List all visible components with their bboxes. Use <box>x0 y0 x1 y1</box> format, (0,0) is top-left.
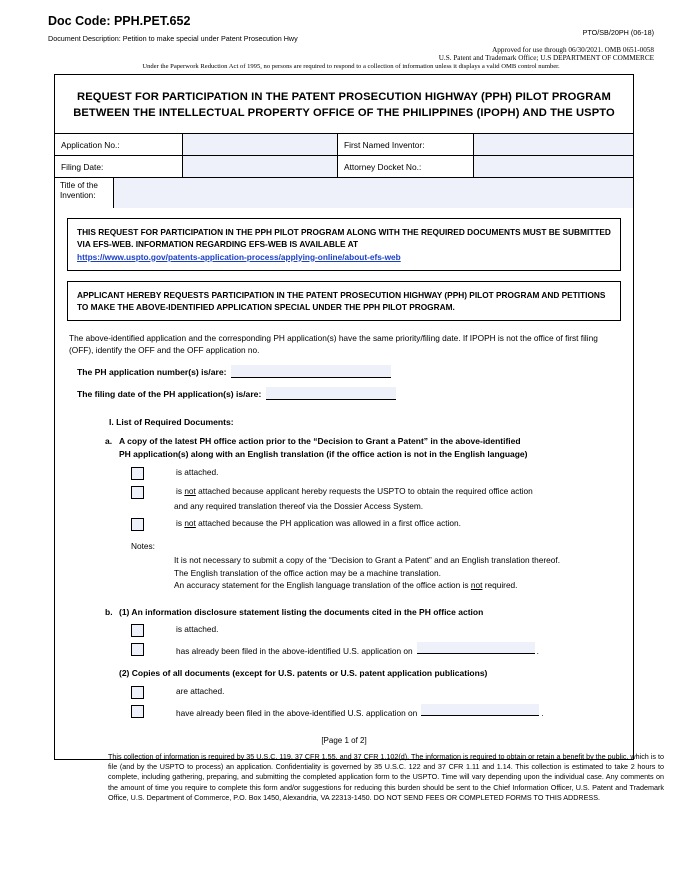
checkbox-a3-label <box>176 517 461 529</box>
priority-paragraph: The above-identified application and the corresponding PH application(s) have the same priority/filing date. If IPOPH is not the office of first filing (OFF), identify the OFF and the OFF application no. <box>69 332 598 355</box>
office-line: U.S. Patent and Trademark Office; U.S DEPARTMENT OF COMMERCE <box>438 54 654 62</box>
item-b <box>105 606 619 619</box>
item-a-option-1[interactable] <box>131 466 619 480</box>
request-participation-notice: APPLICANT HEREBY REQUESTS PARTICIPATION IN THE PATENT PROSECUTION HIGHWAY (PPH) PILOT PROGRAM AND PETITIONS TO MAKE THE ABOVE-IDENTIFIED APPLICATION SPECIAL UNDER THE PPH PILOT PROGRAM. <box>67 281 621 321</box>
title-of-invention-label: Title of the Invention: <box>55 178 114 208</box>
note-3 <box>174 580 517 590</box>
title-of-invention-row <box>55 177 633 208</box>
notices-wrap <box>55 208 633 320</box>
form-title <box>55 75 633 133</box>
checkbox-a3-part2: attached because the PH application was allowed in a first office action. <box>195 517 461 528</box>
note-2: The English translation of the office action may be a machine translation. <box>174 567 441 578</box>
doc-code-label: Doc Code: PPH.PET.652 <box>48 14 191 28</box>
checkbox-b3-label: are attached. <box>176 686 225 697</box>
paperwork-line: Under the Paperwork Reduction Act of 1995, no persons are required to respond to a collection of information unless it displays a valid OMB control number. <box>142 63 560 70</box>
checkbox-a2-continuation: and any required translation thereof via the Dossier Access System. <box>174 500 424 511</box>
note-3-part1: An accuracy statement for the English language translation of the office action is <box>174 580 471 591</box>
form-body <box>55 321 633 760</box>
item-b-line2: (2) Copies of all documents (except for U.S. patents or U.S. patent application publications) <box>119 668 488 679</box>
ph-filing-date-line <box>77 387 619 400</box>
item-a-option-3[interactable] <box>131 517 619 531</box>
note-1: It is not necessary to submit a copy of the “Decision to Grant a Patent” and an English translation thereof. <box>174 555 561 566</box>
notes-label: Notes: <box>131 540 155 551</box>
checkbox-a2-not: not <box>184 485 196 496</box>
checkbox-a3[interactable] <box>131 518 144 531</box>
item-b-marker: b. <box>105 606 113 617</box>
ph-filing-date-input[interactable] <box>266 387 396 400</box>
privacy-legal-text: This collection of information is required by 35 U.S.C. 119, 37 CFR 1.55, and 37 CFR 1.102(d). The information is required to obtain or retain a benefit by the public, which is to file (and by the USPTO to process) an application. Confidentiality is governed by 35 U.S.C. 122 and 37 CFR 1.11 and 1.14. This collection is estimated to take 2 hours to complete, including gathering, preparing, and submitting the completed application form to the USPTO. Time will vary depending upon the individual case. Any comments on the amount of time you require to complete this form and/or suggestions for reducing this burden should be sent to the Chief Information Officer, U.S. Patent and Trademark Office, U.S. Department of Commerce, P.O. Box 1450, Alexandria, VA 22313-1450. DO NOT SEND FEES OR COMPLETED FORMS TO THIS ADDRESS. <box>108 752 664 802</box>
checkbox-a1[interactable] <box>131 467 144 480</box>
item-a-line2: PH application(s) along with an English translation (if the office action is not in the English language) <box>119 449 528 460</box>
checkbox-b2-text: has already been filed in the above-identified U.S. application on <box>176 646 413 657</box>
checkbox-a3-not: not <box>184 517 196 528</box>
item-b-option-4[interactable] <box>131 704 619 719</box>
item-a <box>105 435 619 461</box>
application-row <box>55 134 633 156</box>
item-b-option-2[interactable] <box>131 642 619 657</box>
checkbox-a2-part1: is <box>176 485 185 496</box>
checkbox-b4-label <box>176 704 544 719</box>
filing-date-input[interactable] <box>183 156 338 177</box>
efs-web-link[interactable]: https://www.uspto.gov/patents-application-process/applying-online/about-efs-web <box>77 251 401 262</box>
title-of-invention-input[interactable] <box>114 178 633 208</box>
checkbox-b2[interactable] <box>131 643 144 656</box>
item-b-line1: (1) An information disclosure statement listing the documents cited in the PH office action <box>119 606 484 617</box>
checkbox-a1-label: is attached. <box>176 466 219 477</box>
note-3-part2: required. <box>482 580 518 591</box>
document-description: Document Description: Petition to make special under Patent Prosecution Hwy <box>48 34 298 43</box>
page-footer: [Page 1 of 2] <box>321 736 367 746</box>
first-named-inventor-label: First Named Inventor: <box>338 134 474 155</box>
item-b-option-3[interactable] <box>131 685 619 699</box>
efs-web-notice <box>67 218 621 270</box>
note-3-not: not <box>470 580 483 591</box>
efs-web-notice-text: THIS REQUEST FOR PARTICIPATION IN THE PPH PILOT PROGRAM ALONG WITH THE REQUIRED DOCUMENTS MUST BE SUBMITTED VIA EFS-WEB. INFORMATION REGARDING EFS-WEB IS AVAILABLE AT <box>77 227 611 250</box>
item-a-option-2[interactable] <box>131 485 619 499</box>
application-no-label: Application No.: <box>55 134 183 155</box>
approved-line: Approved for use through 06/30/2021. OMB 0651-0058 <box>492 46 654 54</box>
checkbox-b1-label: is attached. <box>176 624 219 635</box>
item-a-marker: a. <box>105 436 113 447</box>
checkbox-b4-period: . <box>541 708 544 719</box>
notes-body <box>174 554 619 591</box>
checkbox-a2[interactable] <box>131 486 144 499</box>
checkbox-b1[interactable] <box>131 624 144 637</box>
checkbox-a3-part1: is <box>176 517 185 528</box>
ph-app-number-input[interactable] <box>231 365 391 378</box>
checkbox-b2-label <box>176 642 539 657</box>
checkbox-a2-part2: attached because applicant hereby requests the USPTO to obtain the required office action <box>195 485 533 496</box>
applicant-fields-grid <box>55 133 633 177</box>
checkbox-a2-label <box>176 485 533 497</box>
form-title-line1: REQUEST FOR PARTICIPATION IN THE PATENT PROSECUTION HIGHWAY (PPH) PILOT PROGRAM <box>77 91 611 103</box>
filing-row <box>55 156 633 177</box>
attorney-docket-label: Attorney Docket No.: <box>338 156 474 177</box>
notice-spacer <box>67 271 621 281</box>
form-sheet <box>12 6 662 868</box>
checkbox-b3[interactable] <box>131 686 144 699</box>
checkbox-b4-text: have already been filed in the above-identified U.S. application on <box>176 708 418 719</box>
item-a-line1: A copy of the latest PH office action prior to the “Decision to Grant a Patent” in the above-identified <box>119 436 521 447</box>
form-number: PTO/SB/20PH (06-18) <box>582 28 654 37</box>
attorney-docket-input[interactable] <box>474 156 633 177</box>
ph-filing-date-label: The filing date of the PH application(s) is/are: <box>77 388 262 399</box>
first-named-inventor-input[interactable] <box>474 134 633 155</box>
filing-date-label: Filing Date: <box>55 156 183 177</box>
application-no-input[interactable] <box>183 134 338 155</box>
item-b-option-1[interactable] <box>131 623 619 637</box>
ph-app-number-label: The PH application number(s) is/are: <box>77 366 227 377</box>
checkbox-b2-period: . <box>536 646 539 657</box>
header-top-row <box>48 28 654 46</box>
checkbox-b4[interactable] <box>131 705 144 718</box>
checkbox-b2-date-input[interactable] <box>417 642 535 654</box>
ph-app-number-line <box>77 365 619 378</box>
section-i-heading: I. List of Required Documents: <box>109 417 234 428</box>
checkbox-b4-date-input[interactable] <box>421 704 539 716</box>
form-main-box <box>54 74 634 760</box>
form-title-line2: BETWEEN THE INTELLECTUAL PROPERTY OFFICE OF THE PHILIPPINES (IPOPH) AND THE USPTO <box>73 107 615 120</box>
